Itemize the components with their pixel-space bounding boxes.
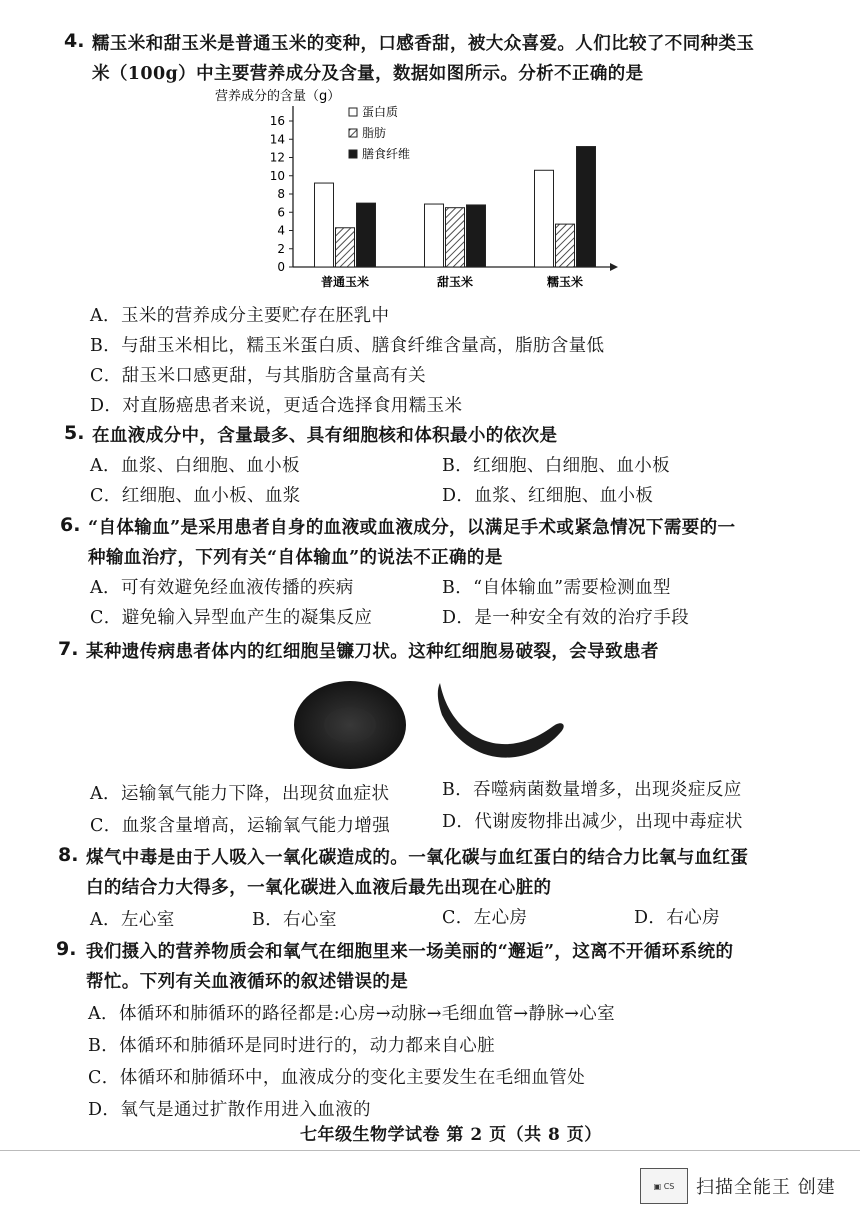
legend-swatch [349,108,357,116]
question-5-option-b: B．红细胞、白细胞、血小板 [442,456,671,476]
page-bottom-rule [0,1150,860,1151]
y-tick-label: 0 [277,260,285,274]
nutrition-bar-chart [190,84,630,294]
question-4-option-a: A．玉米的营养成分主要贮存在胚乳中 [90,306,390,326]
bar-fat [556,224,575,267]
x-category-label: 甜玉米 [436,275,474,289]
question-8-option-a: A．左心室 [90,910,175,930]
question-6-option-d: D．是一种安全有效的治疗手段 [442,608,690,628]
question-7-stem: 某种遗传病患者体内的红细胞呈镰刀状。这种红细胞易破裂，会导致患者 [86,642,659,662]
y-axis-label: 营养成分的含量（g） [215,89,341,104]
question-5-number: 5. [64,422,85,444]
legend-swatch [349,129,357,137]
question-9-option-d: D．氧气是通过扩散作用进入血液的 [88,1100,371,1120]
legend-label: 膳食纤维 [362,147,411,161]
question-6-stem-line2: 种输血治疗，下列有关“自体输血”的说法不正确的是 [88,548,503,568]
question-4-stem-line2: 米（100g）中主要营养成分及含量，数据如图所示。分析不正确的是 [92,64,644,84]
bar-fiber [357,203,376,267]
y-tick-label: 8 [277,187,285,201]
question-7-option-d: D．代谢废物排出减少，出现中毒症状 [442,812,743,832]
x-category-label: 普通玉米 [320,275,370,289]
question-9-option-b: B．体循环和肺循环是同时进行的，动力都来自心脏 [88,1036,496,1056]
scanner-logo-icon: ▣ CS [640,1168,688,1204]
y-tick-label: 14 [269,132,285,147]
question-6-option-b: B．“自体输血”需要检测血型 [442,578,671,598]
y-tick-label: 16 [269,114,285,128]
bar-protein [425,204,444,267]
legend-swatch [349,150,357,158]
y-tick-label: 4 [277,223,285,238]
question-7-number: 7. [58,638,79,660]
question-7-option-c: C．血浆含量增高，运输氧气能力增强 [90,816,391,836]
normal-cell-center [324,707,376,743]
sickle-red-blood-cell-image [438,683,564,758]
bar-protein [535,170,554,267]
bar-protein [315,183,334,267]
y-tick-label: 6 [277,205,285,220]
legend-label: 蛋白质 [362,105,399,119]
question-4-option-b: B．与甜玉米相比，糯玉米蛋白质、膳食纤维含量高，脂肪含量低 [90,336,605,356]
question-8-option-c: C．左心房 [442,908,528,928]
page-footer: 七年级生物学试卷 第 2 页（共 8 页） [300,1125,602,1145]
question-6-stem-line1: “自体输血”是采用患者自身的血液或血液成分，以满足手术或紧急情况下需要的一 [88,518,736,538]
bar-fiber [467,205,486,267]
question-9-stem-line1: 我们摄入的营养物质会和氧气在细胞里来一场美丽的“邂逅”，这离不开循环系统的 [86,942,734,962]
question-9-option-c: C．体循环和肺循环中，血液成分的变化主要发生在毛细血管处 [88,1068,586,1088]
question-5-option-d: D．血浆、红细胞、血小板 [442,486,654,506]
question-5-option-c: C．红细胞、血小板、血浆 [90,486,301,506]
y-tick-label: 2 [277,241,285,256]
question-8-number: 8. [58,844,79,866]
bar-fat [336,228,355,267]
bar-fiber [577,147,596,267]
question-4-option-c: C．甜玉米口感更甜，与其脂肪含量高有关 [90,366,426,386]
question-8-stem-line2: 白的结合力大得多，一氧化碳进入血液后最先出现在心脏的 [86,878,552,898]
question-4-number: 4. [64,30,85,52]
x-axis-arrow [610,263,618,271]
question-6-option-c: C．避免输入异型血产生的凝集反应 [90,608,373,628]
x-category-label: 糯玉米 [546,275,584,289]
question-7-option-a: A．运输氧气能力下降，出现贫血症状 [90,784,390,804]
bar-fat [446,208,465,267]
question-9-number: 9. [56,938,77,960]
question-9-stem-line2: 帮忙。下列有关血液循环的叙述错误的是 [86,972,409,992]
question-6-option-a: A．可有效避免经血液传播的疾病 [90,578,354,598]
question-8-stem-line1: 煤气中毒是由于人吸入一氧化碳造成的。一氧化碳与血红蛋白的结合力比氧与血红蛋 [86,848,749,868]
legend-label: 脂肪 [362,126,387,140]
y-tick-label: 12 [269,150,285,165]
question-5-stem: 在血液成分中，含量最多、具有细胞核和体积最小的依次是 [92,426,558,446]
watermark-text: 扫描全能王 创建 [696,1177,836,1198]
question-7-option-b: B．吞噬病菌数量增多，出现炎症反应 [442,780,742,800]
y-tick-label: 10 [269,168,285,183]
question-8-option-b: B．右心室 [252,910,337,930]
scanner-watermark [640,1168,836,1204]
cell-illustrations [290,675,590,775]
question-8-option-d: D．右心房 [634,908,721,928]
question-4-stem-line1: 糯玉米和甜玉米是普通玉米的变种，口感香甜，被大众喜爱。人们比较了不同种类玉 [92,34,755,54]
question-9-option-a: A．体循环和肺循环的路径都是:心房→动脉→毛细血管→静脉→心室 [88,1004,616,1024]
question-6-number: 6. [60,514,81,536]
question-4-option-d: D．对直肠癌患者来说，更适合选择食用糯玉米 [90,396,463,416]
question-5-option-a: A．血浆、白细胞、血小板 [90,456,300,476]
